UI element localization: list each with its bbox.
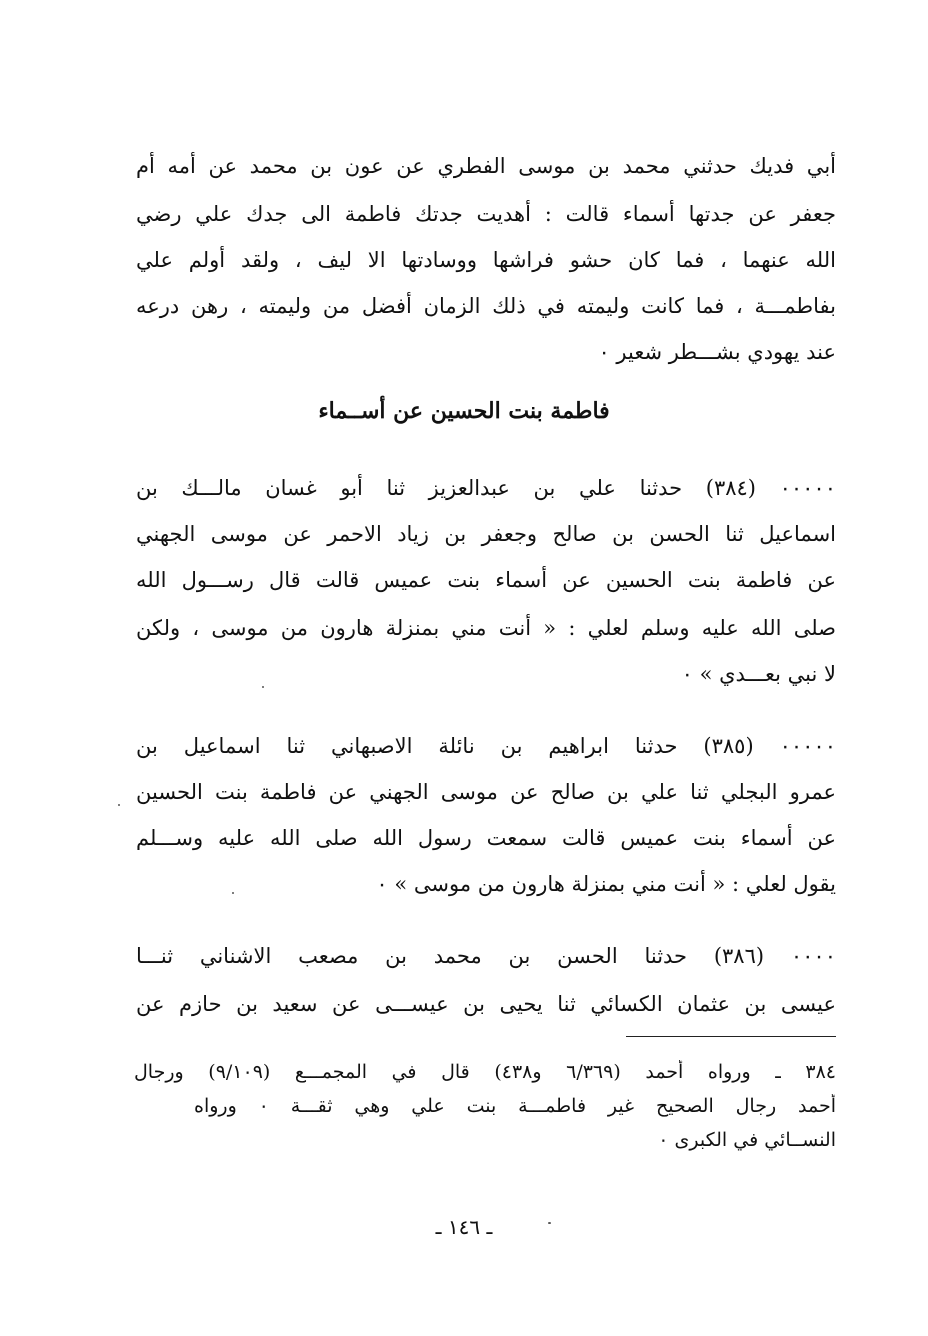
text-line: عند يهودي بشـــطر شعير ٠	[598, 340, 836, 364]
text-line: عيسى بن عثمان الكسائي ثنا يحيى بن عيســـى عن سعيد بن حازم عن	[136, 992, 836, 1016]
footnote-separator	[626, 1036, 836, 1037]
scan-speck	[232, 892, 234, 894]
scan-speck	[548, 1222, 551, 1224]
text-line: عن أسماء بنت عميس قالت سمعت رسول الله صلى الله عليه وســـلم	[136, 826, 836, 850]
text-line: صلى الله عليه وسلم لعلي : « أنت مني بمنزلة هارون من موسى ، ولكن	[136, 616, 836, 640]
text-line: أبي فديك حدثني محمد بن موسى الفطري عن عون بن محمد عن أمه أم	[136, 154, 836, 178]
text-line: ٠٠٠٠٠ (٣٨٤) حدثنا علي بن عبدالعزيز ثنا أبو غسان مالـــك بن	[136, 476, 836, 500]
footnote-line: النســائي في الكبرى ٠	[658, 1129, 836, 1151]
page-number: ـ ١٤٦ ـ	[435, 1215, 493, 1239]
text-line: جعفر عن جدتها أسماء قالت : أهديت جدتك فاطمة الى جدك علي رضي	[136, 202, 836, 226]
text-line: بفاطمـــة ، فما كانت وليمته في ذلك الزمان أفضل من وليمته ، رهن درعه	[136, 294, 836, 318]
section-heading: فاطمة بنت الحسين عن أســماء	[318, 398, 610, 424]
text-line: الله عنهما ، فما كان حشو فراشها ووسادتها الا ليف ، ولقد أولم علي	[136, 248, 836, 272]
text-line: عمرو البجلي ثنا علي بن صالح عن موسى الجهني عن فاطمة بنت الحسين	[136, 780, 836, 804]
footnote-line: أحمد رجال الصحيح غير فاطمـــة بنت علي وهي ثقـــة ٠ ورواه	[194, 1095, 836, 1117]
text-line: اسماعيل ثنا الحسن بن صالح وجعفر بن زياد الاحمر عن موسى الجهني	[136, 522, 836, 546]
text-line: ٠٠٠٠ (٣٨٦) حدثنا الحسن بن محمد بن مصعب الاشناني ثنـــا	[136, 944, 836, 968]
scan-speck	[262, 686, 264, 688]
footnote-line: ٣٨٤ ـ ورواه أحمد (٦/٣٦٩ و٤٣٨) قال في المجمـــع (٩/١٠٩) ورجال	[134, 1061, 836, 1083]
text-line: لا نبي بعـــدي » ٠	[681, 662, 836, 686]
text-line: عن فاطمة بنت الحسين عن أسماء بنت عميس قالت قال رســـول الله	[136, 568, 836, 592]
scan-speck	[118, 804, 120, 806]
text-line: يقول لعلي : « أنت مني بمنزلة هارون من موسى » ٠	[376, 872, 836, 896]
text-line: ٠٠٠٠٠ (٣٨٥) حدثنا ابراهيم بن نائلة الاصبهاني ثنا اسماعيل بن	[136, 734, 836, 758]
